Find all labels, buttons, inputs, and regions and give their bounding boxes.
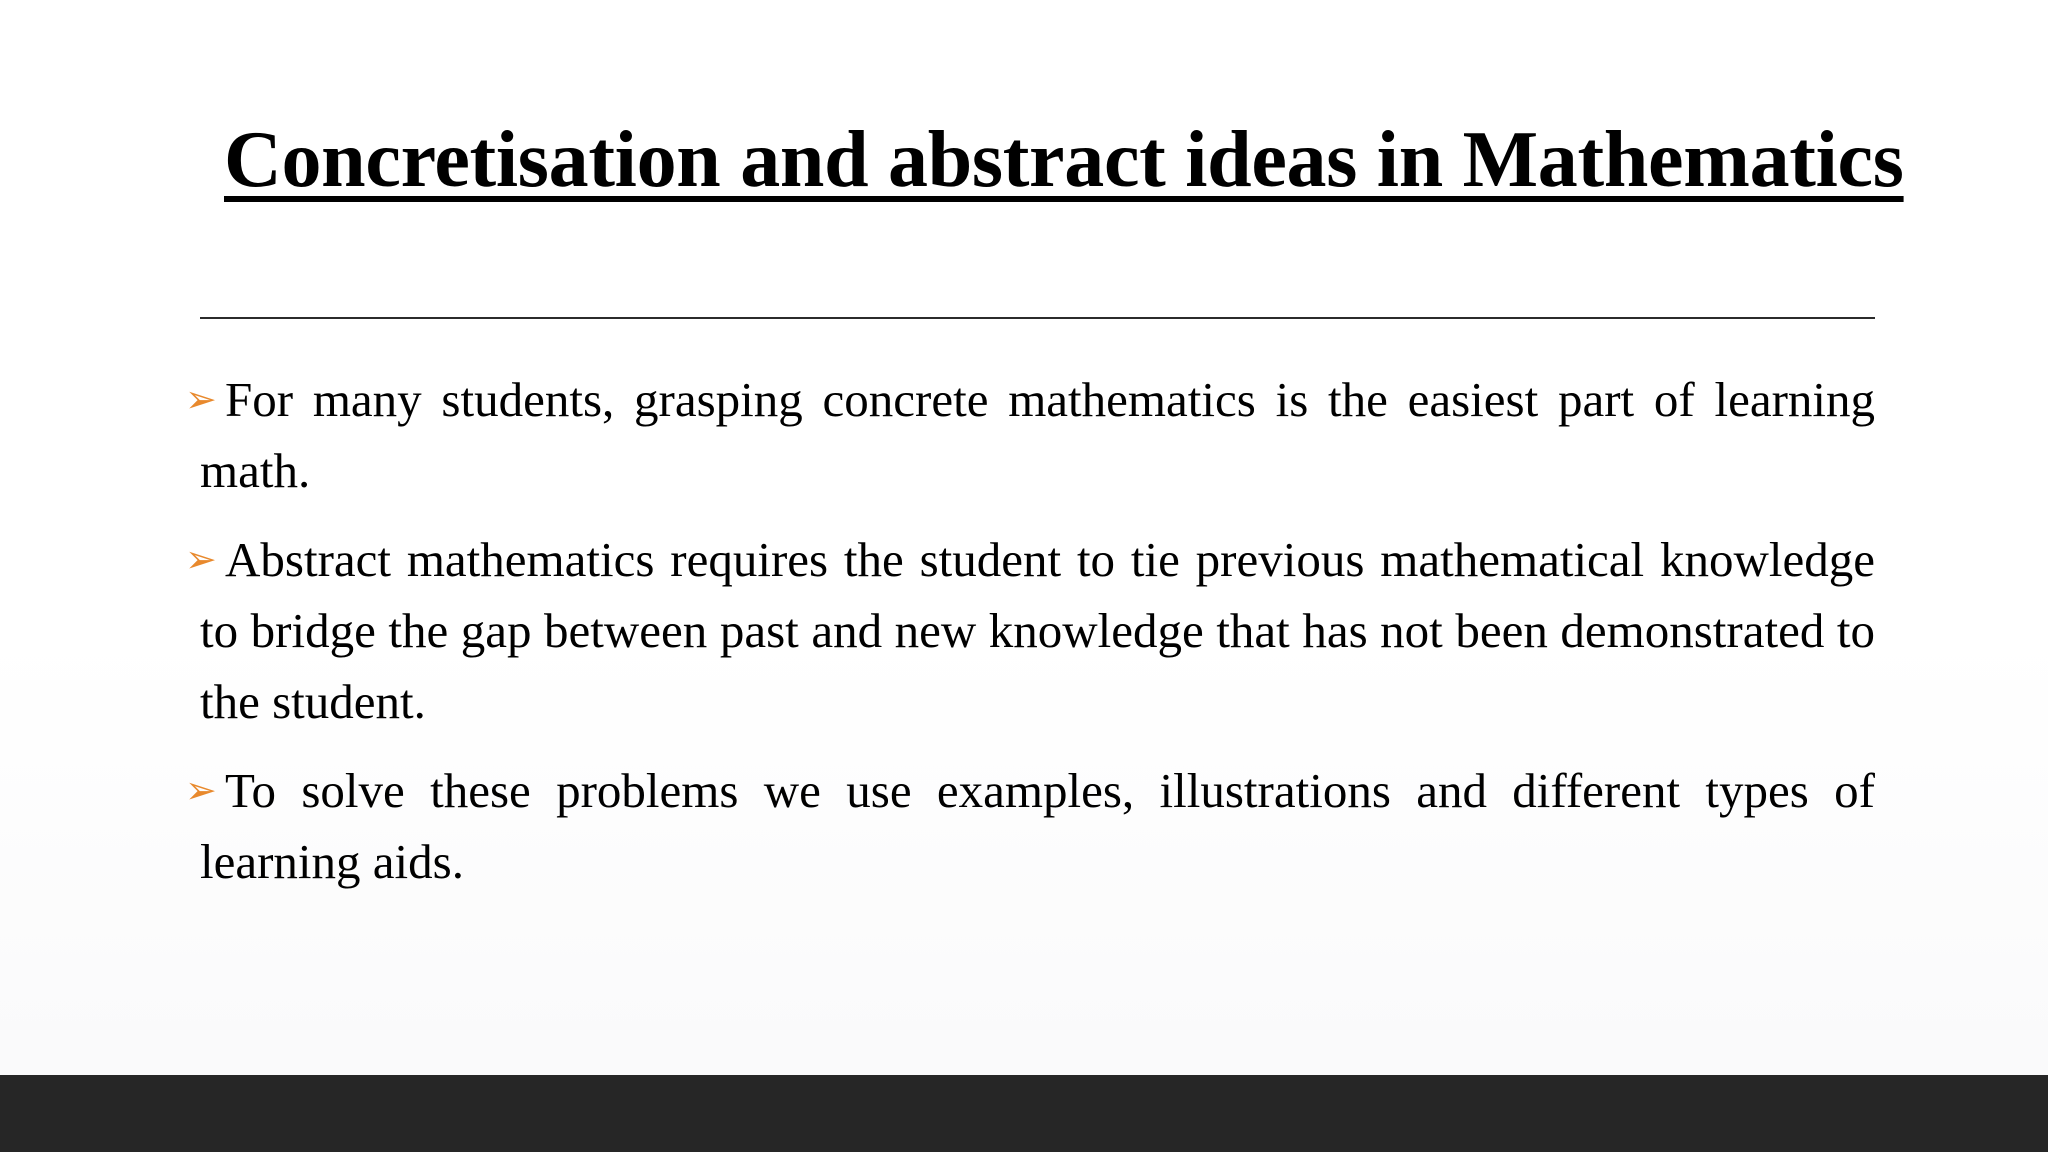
bullet-list: [185, 364, 1875, 915]
bullet-item-2: [185, 524, 1875, 737]
bullet-text-2: Abstract mathematics requires the student to tie previous mathematical knowledge to bridge the gap between past and new knowledge that has not been demonstrated to the student.: [200, 532, 1875, 729]
arrowhead-bullet-icon: ➢: [185, 537, 217, 581]
title-divider: [200, 317, 1875, 319]
slide-title: Concretisation and abstract ideas in Mathematics: [224, 116, 1904, 204]
bullet-item-3: [185, 755, 1875, 897]
footer-bar: [0, 1075, 2048, 1152]
arrowhead-bullet-icon: ➢: [185, 768, 217, 812]
bullet-text-1: For many students, grasping concrete mathematics is the easiest part of learning math.: [200, 372, 1875, 498]
bullet-text-3: To solve these problems we use examples, illustrations and different types of learning aids.: [200, 763, 1875, 889]
arrowhead-bullet-icon: ➢: [185, 377, 217, 421]
bullet-item-1: [185, 364, 1875, 506]
